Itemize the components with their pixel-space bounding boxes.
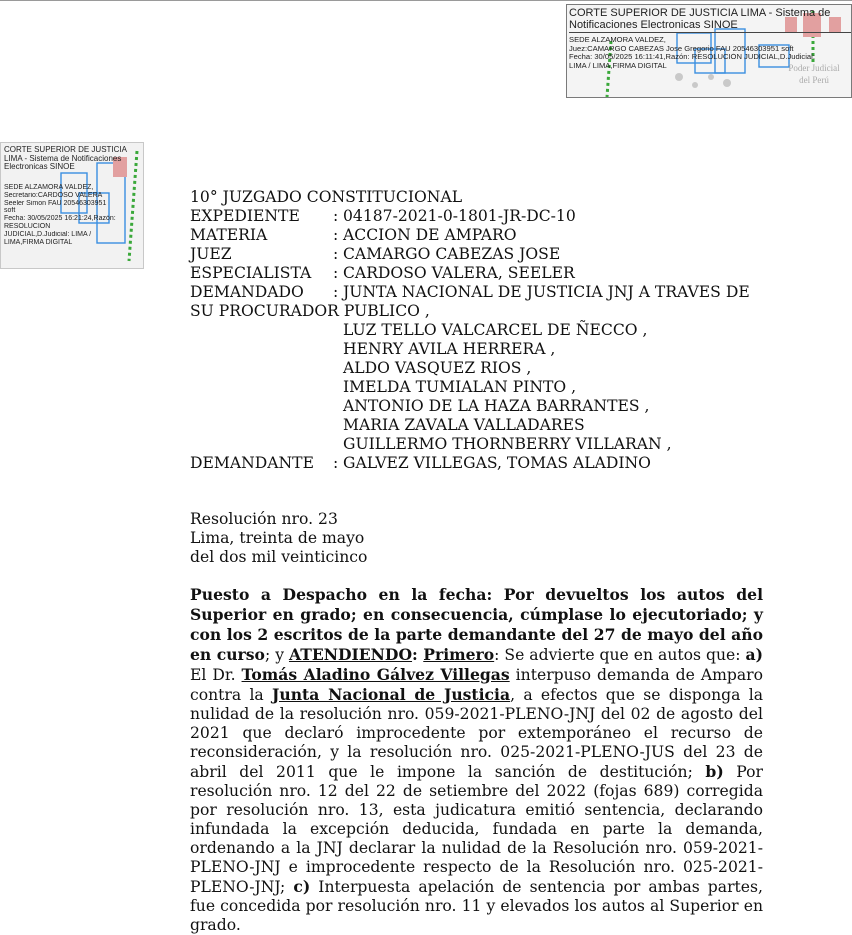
resolution-place-date: Lima, treinta de mayo [190, 529, 365, 547]
body-text: , a efectos que se disponga la nulidad de la resolución nro. 059-2021-PLENO-JNJ del 02 de agosto del 2021 que declaró improcedente por extemporáneo el recurso de reconsideración, y la resolución nro. 025-2021-PLENO-JUS del 23 de abril del 2011 que le impone la sanción de destitución; [190, 686, 763, 781]
digital-signature-stamp-secretary [0, 142, 144, 269]
field-value-juez: CAMARGO CABEZAS JOSE [343, 245, 561, 263]
demandado-item: MARIA ZAVALA VALLADARES [343, 416, 585, 434]
demandado-item: IMELDA TUMIALAN PINTO , [343, 378, 577, 396]
stamp-title [4, 146, 142, 172]
item-marker-c: c) [293, 877, 311, 896]
body-text: ; y [264, 646, 284, 664]
field-label-especialista: ESPECIALISTA [190, 264, 312, 282]
defendant-name: Junta Nacional de Justicia [272, 685, 511, 704]
stamp-line: soft [4, 207, 16, 215]
demandado-item: GUILLERMO THORNBERRY VILLARAN , [343, 435, 672, 453]
field-colon: : [333, 283, 339, 301]
body-text: Interpuesta apelación de sentencia por ambas partes, fue concedida por resolución nro. 11 y elevados los autos al Superior en grado. [190, 878, 763, 934]
stamp-details [4, 184, 142, 246]
resolution-year: del dos mil veinticinco [190, 548, 368, 566]
field-value-demandado-wrap: SU PROCURADOR PUBLICO , [190, 302, 430, 320]
field-colon: : [333, 264, 339, 282]
demandado-item: ALDO VASQUEZ RIOS , [343, 359, 532, 377]
demandado-item: LUZ TELLO VALCARCEL DE ÑECCO , [343, 321, 648, 339]
stamp-line: LIMA,FIRMA DIGITAL [4, 238, 73, 246]
item-marker-a: a) [745, 645, 763, 664]
field-value-especialista: CARDOSO VALERA, SEELER [343, 264, 575, 282]
field-label-demandado: DEMANDADO [190, 283, 304, 301]
body-text: interpuso demanda de Amparo contra la [190, 666, 764, 704]
field-colon: : [333, 207, 339, 225]
demandado-item: HENRY AVILA HERRERA , [343, 340, 556, 358]
field-value-expediente: 04187-2021-0-1801-JR-DC-10 [343, 207, 576, 225]
plaintiff-name: Tomás Aladino Gálvez Villegas [241, 665, 510, 684]
stamp-title-text: CORTE SUPERIOR DE JUSTICIA LIMA - Sistema de Notificaciones Electronicas SINOE [4, 146, 127, 172]
body-text: Por resolución nro. 12 del 22 de setiembre del 2022 (fojas 689) corregida por resolución nro. 13, esta judicatura emitió sentencia, declarando infundada la excepción deducida, fundada en parte la demanda, ordenando a la JNJ declarar la nulidad de la Resolución nro. 059-2021-PLENO-JNJ e improcedente respecto de la Resolución nro. 025-2021-PLENO-JNJ; [190, 763, 763, 896]
page-top-border [0, 0, 852, 1]
stamp-line: LIMA / LIMA,FIRMA DIGITAL [569, 61, 667, 70]
demandado-item: ANTONIO DE LA HAZA BARRANTES , [343, 397, 650, 415]
field-colon: : [333, 245, 339, 263]
resolution-body [190, 585, 763, 935]
primero-heading: Primero [423, 645, 495, 664]
stamp-line: SEDE ALZAMORA VALDEZ, [569, 36, 666, 44]
field-colon: : [333, 226, 339, 244]
field-value-materia: ACCION DE AMPARO [343, 226, 517, 244]
stamp-line: Fecha: 30/05/2025 16:21:24,Razón: [4, 215, 116, 223]
field-colon: : [333, 454, 339, 472]
atendiendo-heading: ATENDIENDO [288, 645, 413, 664]
field-value-demandado: JUNTA NACIONAL DE JUSTICIA JNJ A TRAVES DE [343, 283, 750, 301]
resolution-number: Resolución nro. 23 [190, 510, 338, 528]
item-marker-b: b) [705, 762, 724, 781]
stamp-line: Seeler Simon FAU 20546303951 [4, 199, 107, 207]
stamp-line: Juez:CAMARGO CABEZAS Jose Gregorio FAU 20546303951 soft [569, 44, 794, 53]
field-label-materia: MATERIA [190, 226, 268, 244]
stamp-details [569, 36, 851, 70]
stamp-line: SEDE ALZAMORA VALDEZ, [4, 184, 94, 191]
atendiendo-colon: : [412, 645, 418, 664]
logo-text: Poder Judicial [788, 63, 840, 73]
field-label-demandante: DEMANDANTE [190, 454, 314, 472]
intro-bold: Puesto a Despacho en la fecha: Por devueltos los autos del Superior en grado; en consecuencia, cúmplase lo ejecutoriado; y con los 2 escritos de la parte demandante del 27 de mayo del año en curso [190, 585, 763, 664]
field-label-expediente: EXPEDIENTE [190, 207, 300, 225]
stamp-line: Fecha: 30/05/2025 16:11:41,Razón: RESOLUCIÓN JUDICIAL,D.Judicial: [569, 53, 815, 62]
stamp-line: RESOLUCIÓN [4, 222, 51, 230]
logo-text: del Perú [799, 75, 829, 85]
body-text: El Dr. [190, 666, 242, 684]
body-text: : Se advierte que en autos que: [494, 646, 746, 664]
stamp-line: Secretario:CARDOSO VALERA [4, 191, 103, 199]
field-label-juez: JUEZ [190, 245, 232, 263]
stamp-line: JUDICIAL,D.Judicial: LIMA / [4, 230, 92, 238]
body-paragraph [190, 585, 763, 935]
court-name: 10° JUZGADO CONSTITUCIONAL [190, 188, 463, 206]
field-value-demandante: GALVEZ VILLEGAS, TOMAS ALADINO [343, 454, 651, 472]
stamp-title: CORTE SUPERIOR DE JUSTICIA LIMA - Sistema de Notificaciones Electronicas SINOE [569, 7, 851, 33]
